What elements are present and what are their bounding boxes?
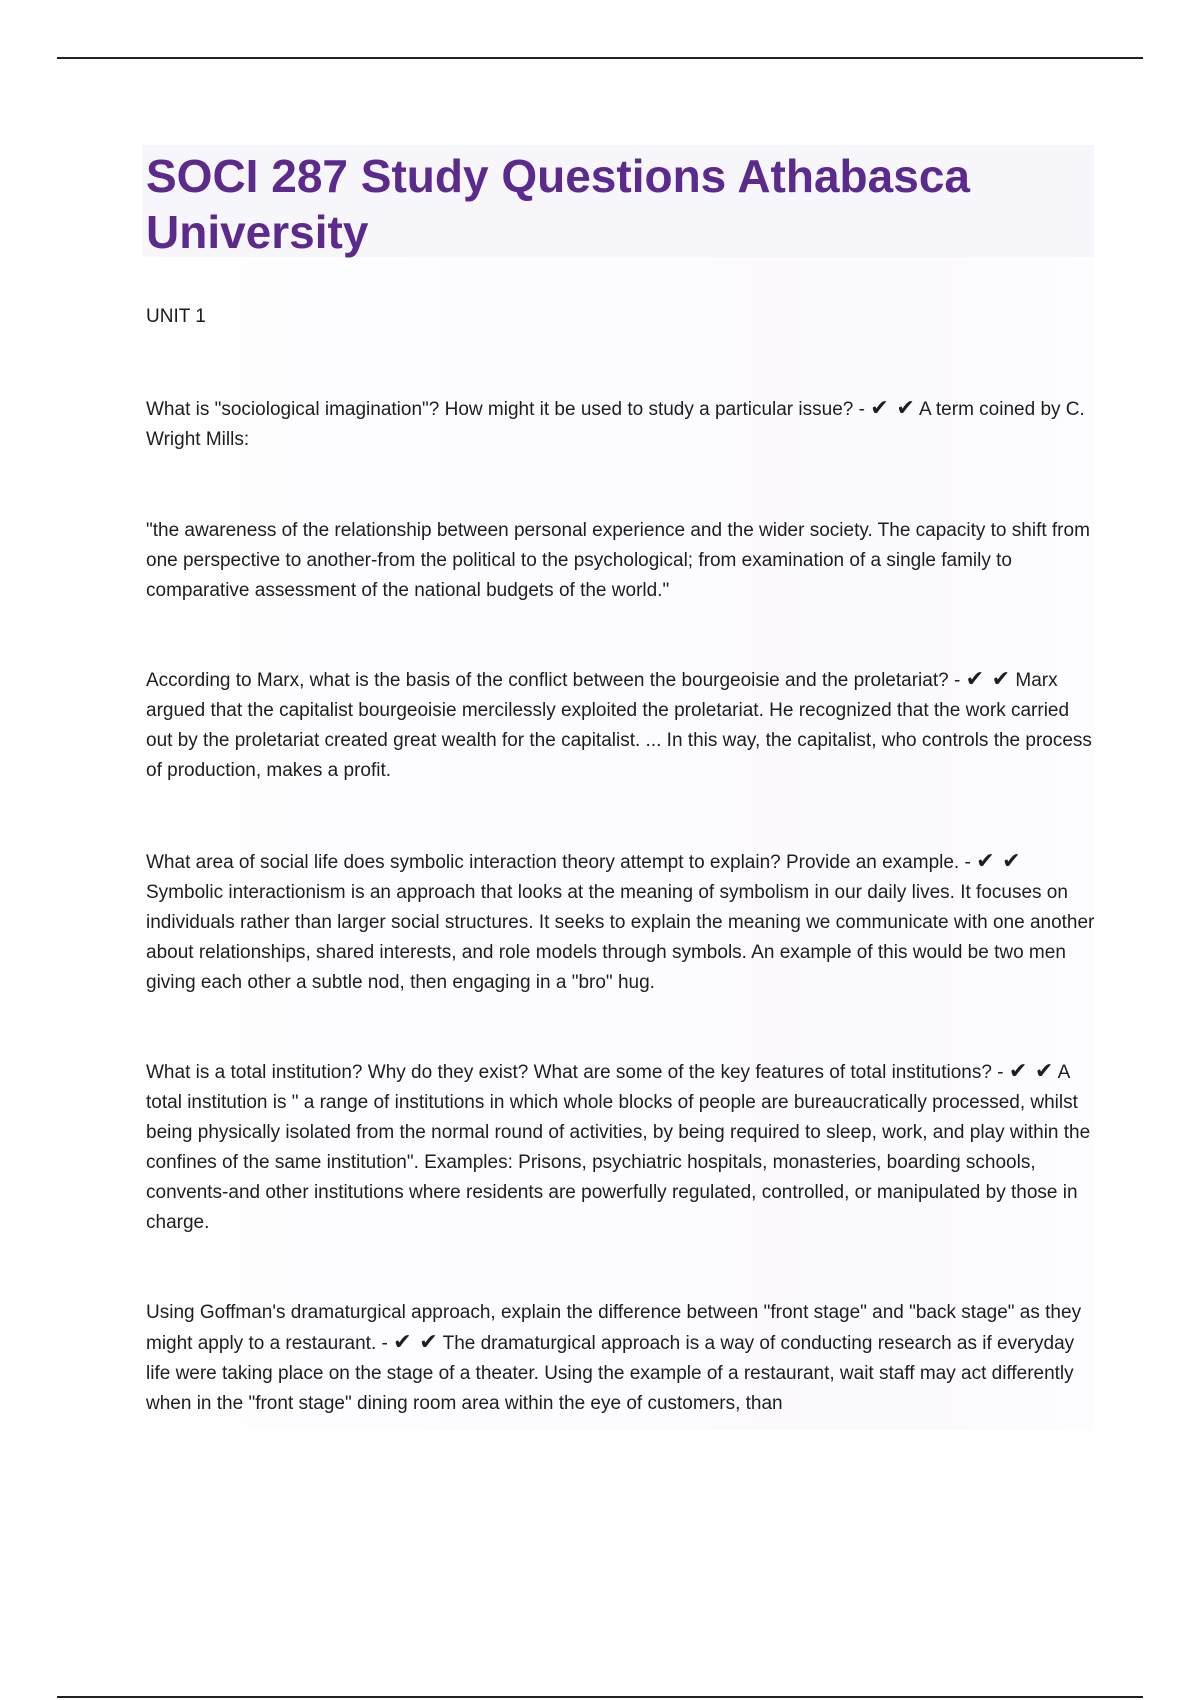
- top-rule: [57, 57, 1143, 59]
- question-text: What area of social life does symbolic interaction theory attempt to explain? Provide an example. -: [146, 852, 971, 873]
- answer-text: A total institution is " a range of institutions in which whole blocks of people are bureaucratically processed, whilst being physically isolated from the normal round of activities, by being required to sleep, work, and play within the confines of the same institution". Examples: Prisons, psychiatric hospitals, monasteries, boarding schools, convents-and other institutions where residents are powerfully regulated, controlled, or manipulated by those in charge.: [146, 1062, 1091, 1233]
- question-text: What is "sociological imagination"? How might it be used to study a particular issue? -: [146, 399, 865, 420]
- document-title: SOCI 287 Study Questions Athabasca University: [146, 150, 970, 258]
- unit-heading: UNIT 1: [146, 306, 206, 327]
- qa-item-4: [146, 1057, 1096, 1238]
- question-text: Using Goffman's dramaturgical approach, explain the difference between "front stage" and "back stage" as they might apply to a restaurant. -: [146, 1302, 1082, 1354]
- double-check-icon: ✔ ✔: [1008, 1059, 1054, 1084]
- answer-text: The dramaturgical approach is a way of conducting research as if everyday life were taking place on the stage of a theater. Using the example of a restaurant, wait staff may act differently when in the "front stage" dining room area within the eye of customers, than: [146, 1333, 1075, 1414]
- question-text: What is a total institution? Why do they exist? What are some of the key features of total institutions? -: [146, 1062, 1004, 1083]
- question-text: According to Marx, what is the basis of the conflict between the bourgeoisie and the proletariat? -: [146, 670, 961, 691]
- answer-text: Symbolic interactionism is an approach that looks at the meaning of symbolism in our daily lives. It focuses on individuals rather than larger social structures. It seeks to explain the meaning we communicate with one another about relationships, shared interests, and role models through symbols. An example of this would be two men giving each other a subtle nod, then engaging in a "bro" hug.: [146, 882, 1095, 993]
- quote-paragraph: "the awareness of the relationship between personal experience and the wider society. The capacity to shift from one perspective to another-from the political to the psychological; from examination of a single family to comparative assessment of the national budgets of the world.": [146, 520, 1090, 601]
- bottom-rule: [57, 1696, 1143, 1698]
- answer-text: A term coined by C. Wright Mills:: [146, 399, 1085, 450]
- double-check-icon: ✔ ✔: [965, 667, 1011, 692]
- qa-item-3: [146, 847, 1096, 998]
- qa-item-2: [146, 665, 1096, 786]
- qa-item-5: [146, 1298, 1096, 1419]
- double-check-icon: ✔ ✔: [870, 396, 915, 421]
- answer-text: Marx argued that the capitalist bourgeoisie mercilessly exploited the proletariat. He recognized that the work carried out by the proletariat created great wealth for the capitalist. ... In this way, the capitalist, who controls the process of production, makes a profit.: [146, 670, 1092, 781]
- double-check-icon: ✔ ✔: [976, 849, 1021, 874]
- qa-item-1: [146, 394, 1096, 455]
- double-check-icon: ✔ ✔: [393, 1330, 438, 1355]
